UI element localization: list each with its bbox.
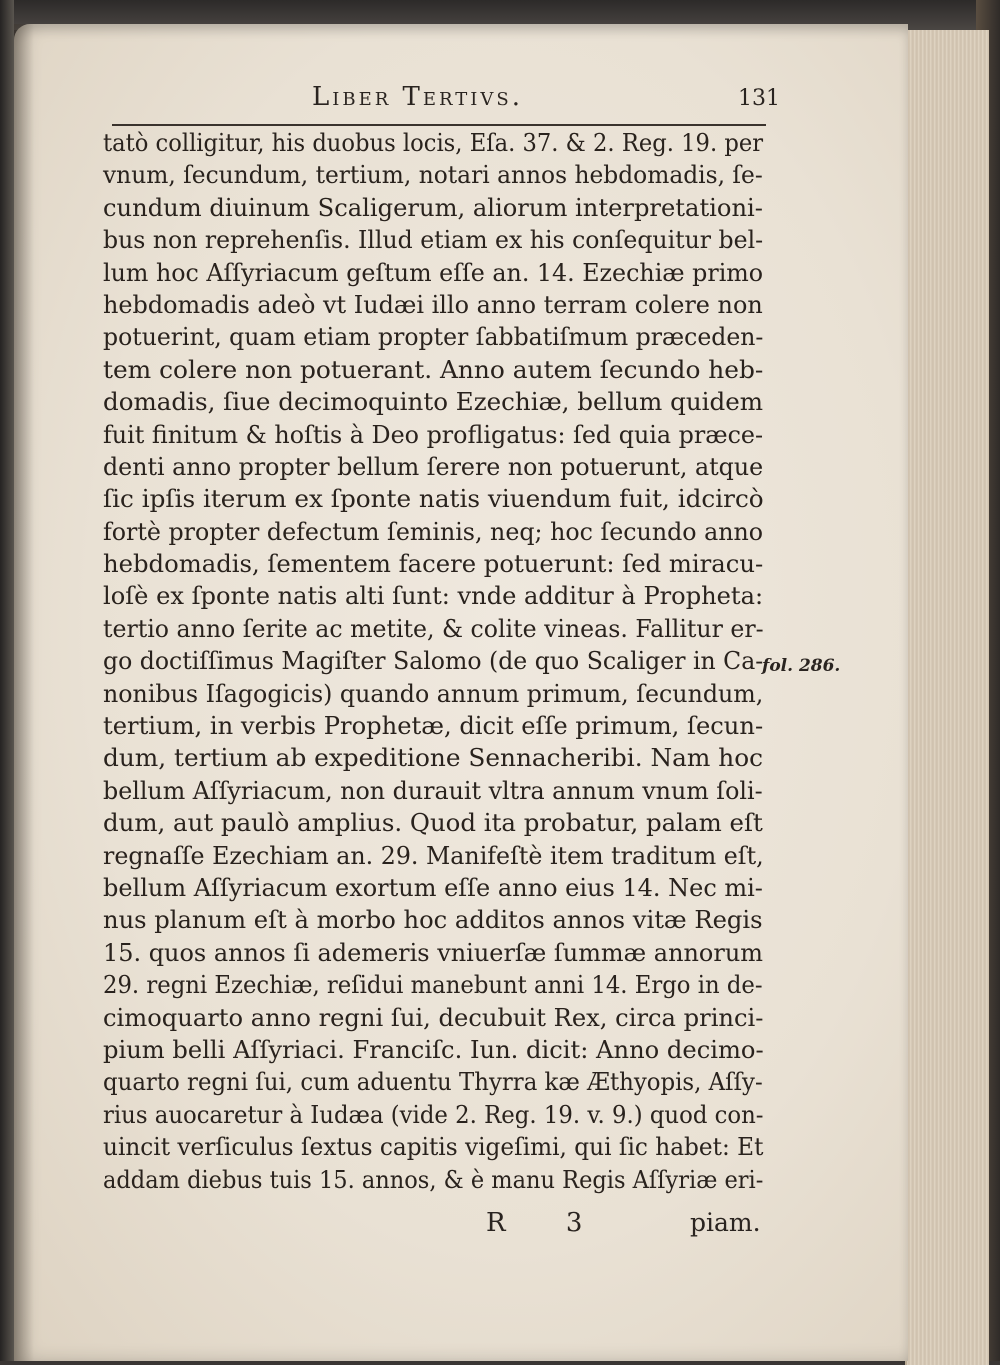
text-line: domadis, ſiue decimoquinto Ezechiæ, bellum quidem <box>103 387 764 417</box>
text-line: lum hoc Aſſyriacum geſtum eſſe an. 14. Ezechiæ primo <box>103 257 764 287</box>
text-line: vnum, ſecundum, tertium, notari annos hebdomadis, ſe- <box>103 160 763 190</box>
text-line: addam diebus tuis 15. annos, & è manu Regis Aſſyriæ eri- <box>103 1164 764 1194</box>
text-line: bellum Aſſyriacum, non durauit vltra annum vnum ſoli- <box>103 775 763 805</box>
running-title: Liber Tertivs. <box>312 82 523 112</box>
header-rule <box>112 124 766 126</box>
text-line: dum, tertium ab expeditione Sennacheribi. Nam hoc <box>103 743 763 773</box>
text-line: loſè ex ſponte natis alti ſunt: vnde additur à Propheta: <box>103 581 764 611</box>
signature-mark: R 3 <box>486 1208 609 1238</box>
text-line: fortè propter defectum ſeminis, neq; hoc ſecundo anno <box>103 516 764 546</box>
body-text <box>103 127 773 1196</box>
text-line: bellum Aſſyriacum exortum eſſe anno eius 14. Nec mi- <box>103 872 763 902</box>
text-line: rius auocaretur à Iudæa (vide 2. Reg. 19. v. 9.) quod con- <box>103 1099 764 1129</box>
text-line: dum, aut paulò amplius. Quod ita probatur, palam eſt <box>103 808 763 838</box>
text-line: nus planum eſt à morbo hoc additos annos vitæ Regis <box>103 905 763 935</box>
text-line: denti anno propter bellum ſerere non potuerunt, atque <box>103 451 764 481</box>
text-line: uincit verſiculus ſextus capitis vigeſimi, qui ſic habet: Et <box>103 1132 764 1162</box>
folio-number: 131 <box>738 86 780 111</box>
text-line: nonibus Iſagogicis) quando annum primum, ſecundum, <box>103 678 764 708</box>
text-line: go doctiſſimus Magiſter Salomo (de quo Scaliger in Ca- <box>103 646 764 676</box>
gutter-shadow <box>14 24 34 1361</box>
text-line: 29. regni Ezechiæ, reſidui manebunt anni 14. Ergo in de- <box>103 970 763 1000</box>
text-line: bus non reprehenſis. Illud etiam ex his conſequitur bel- <box>103 225 764 255</box>
text-line: tertio anno ſerite ac metite, & colite vineas. Fallitur er- <box>103 613 764 643</box>
text-line: quarto regni ſui, cum aduentu Thyrra kæ Æthyopis, Aſſy- <box>103 1067 763 1097</box>
text-line: fuit finitum & hoſtis à Deo profligatus: ſed quia præce- <box>103 419 764 449</box>
text-line: pium belli Aſſyriaci. Franciſc. Iun. dicit: Anno decimo- <box>103 1034 764 1064</box>
catchword: piam. <box>690 1208 761 1237</box>
text-line: regnaſſe Ezechiam an. 29. Manifeſtè item traditum eſt, <box>103 840 764 870</box>
text-line: ſic ipſis iterum ex ſponte natis viuendum fuit, idcircò <box>103 484 764 514</box>
text-line: tertium, in verbis Prophetæ, dicit eſſe primum, ſecun- <box>103 711 764 741</box>
text-line: 15. quos annos ſi ademeris vniuerſæ ſummæ annorum <box>103 937 763 967</box>
page-edges <box>905 30 989 1365</box>
text-line: potuerint, quam etiam propter ſabbatiſmum præceden- <box>103 322 764 352</box>
text-line: cundum diuinum Scaligerum, aliorum interpretationi- <box>103 192 763 222</box>
text-line: hebdomadis, ſementem facere potuerunt: ſed miracu- <box>103 549 764 579</box>
margin-note: fol. 286. <box>762 656 841 676</box>
text-line: cimoquarto anno regni ſui, decubuit Rex, circa princi- <box>103 1002 764 1032</box>
text-line: tatò colligitur, his duobus locis, Eſa. 37. & 2. Reg. 19. per <box>103 128 764 157</box>
book-cover-left <box>0 0 14 1361</box>
text-line: tem colere non potuerant. Anno autem ſecundo heb- <box>103 354 764 384</box>
text-line: hebdomadis adeò vt Iudæi illo anno terram colere non <box>103 289 763 319</box>
